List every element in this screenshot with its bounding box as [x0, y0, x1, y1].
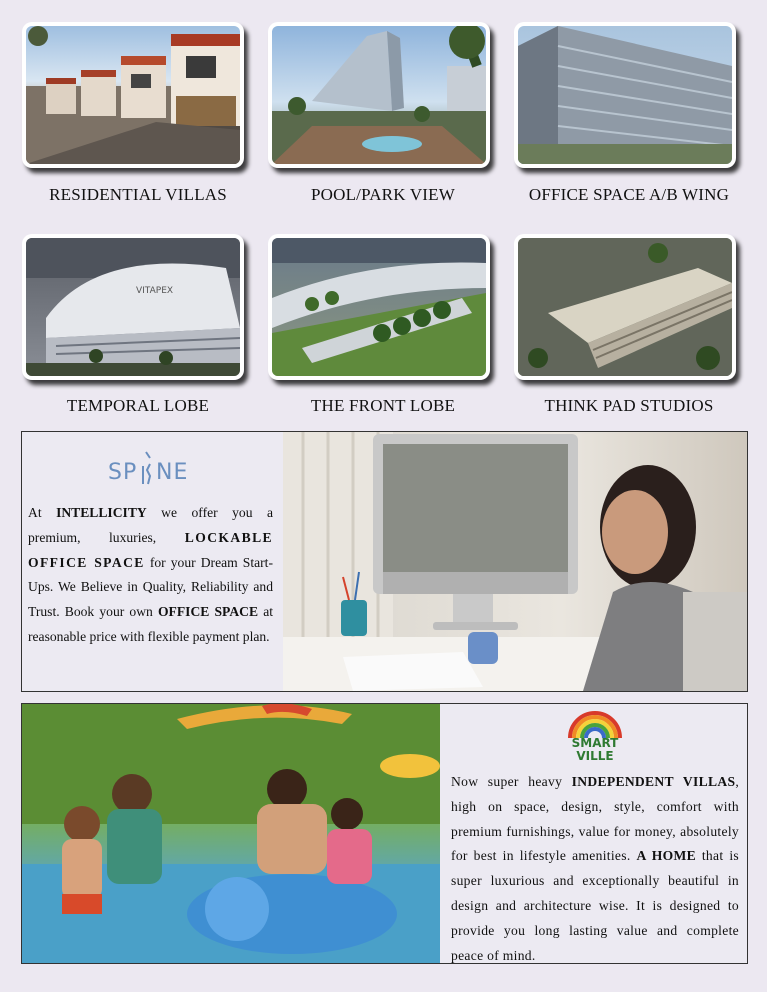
spine-logo: SP NE — [108, 450, 188, 490]
pool-family-photo — [22, 704, 440, 963]
smartville-logo-line2: VILLE — [576, 749, 614, 763]
think-pad-studios-image — [514, 234, 736, 380]
smartville-logo — [566, 706, 624, 768]
think-pad-illustration — [518, 238, 732, 376]
pool-park-illustration — [272, 26, 486, 164]
think-pad-studios-caption: THINK PAD STUDIOS — [544, 396, 714, 415]
front-lobe-caption: THE FRONT LOBE — [310, 396, 456, 415]
office-space-wing-image — [514, 22, 736, 168]
residential-villas-caption: RESIDENTIAL VILLAS — [49, 185, 227, 204]
smartville-description: Now super heavy INDEPENDENT VILLAS, high on space, design, style, comfort with premium furnishings, value for money, absolutely for best in lifestyle amenities. A HOME that is super luxurious and exceptionally beautiful in design and architecture wise. It is designed to provide you long lasting value and complete peace of mind. — [451, 774, 740, 963]
front-lobe-image — [268, 234, 490, 380]
smartville-panel — [21, 703, 748, 964]
temporal-lobe-illustration — [26, 238, 240, 376]
svg-text:VITAPEX: VITAPEX — [136, 286, 174, 296]
office-woman-photo — [283, 432, 747, 691]
front-lobe-illustration — [272, 238, 486, 376]
smartville-logo-line1: SMART — [571, 736, 619, 750]
office-space-wing-caption: OFFICE SPACE A/B WING — [528, 185, 730, 204]
residential-villas-image — [22, 22, 244, 168]
pool-park-view-image — [268, 22, 490, 168]
office-building-illustration — [518, 26, 732, 164]
temporal-lobe-caption: TEMPORAL LOBE — [66, 396, 210, 415]
spine-description: At INTELLICITY we offer you a premium, luxuries, LOCKABLE OFFICE SPACE for your Dream Start-Ups. We Believe in Quality, Reliability and Trust. Book your own OFFICE SPACE at reasonable price with flexible payment plan. — [28, 505, 274, 644]
spine-panel — [21, 431, 748, 692]
spine-logo-mark-icon — [139, 450, 157, 488]
family-pool-illustration — [22, 704, 440, 963]
temporal-lobe-image — [22, 234, 244, 380]
office-scene-illustration — [283, 432, 747, 691]
rainbow-icon — [566, 706, 624, 740]
pool-park-view-caption: POOL/PARK VIEW — [310, 185, 455, 204]
villas-illustration — [26, 26, 240, 164]
